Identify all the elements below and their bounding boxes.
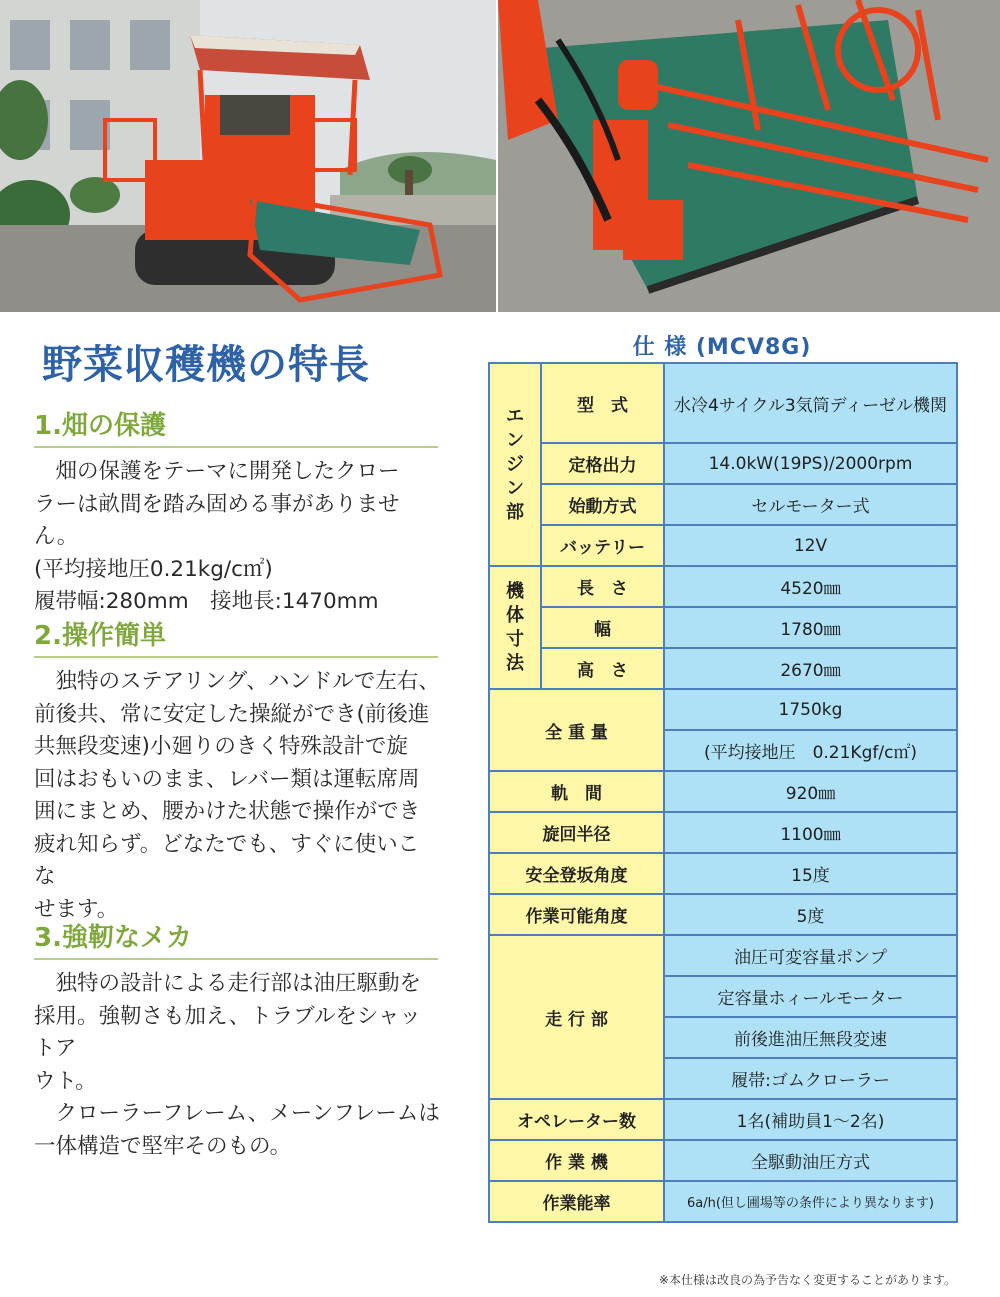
vertical-glyph: ジ <box>506 453 524 475</box>
feature-number: 1. <box>34 411 62 441</box>
feature-section-2 <box>34 615 440 926</box>
spec-label: 作 業 機 <box>489 1140 664 1181</box>
body-line: (平均接地圧0.21kg/c㎡) <box>34 556 273 582</box>
spec-label: バッテリー <box>541 525 664 566</box>
body-line: 一体構造で堅牢そのもの。 <box>34 1133 292 1159</box>
feature-section-3 <box>34 917 440 1163</box>
vertical-glyph: 機 <box>506 580 524 602</box>
body-line: 畑の保護をテーマに開発したクロー <box>55 459 400 484</box>
engine-group-label <box>489 363 541 566</box>
vertical-glyph: 体 <box>506 604 524 626</box>
spec-value: 油圧可変容量ポンプ <box>664 935 957 976</box>
vertical-glyph: ン <box>506 477 524 499</box>
table-row <box>489 853 957 894</box>
spec-label: 高 さ <box>541 648 664 689</box>
body-line: 共無段変速)小廻りのきく特殊設計で旋 <box>34 734 408 759</box>
harvester-header-photo <box>498 0 1000 312</box>
table-row <box>489 1140 957 1181</box>
spec-label: 全 重 量 <box>489 689 664 771</box>
feature-number: 3. <box>34 923 62 953</box>
spec-label: 幅 <box>541 607 664 648</box>
spec-value: 4520㎜ <box>664 566 957 607</box>
spec-value: 前後進油圧無段変速 <box>664 1017 957 1058</box>
spec-value: セルモーター式 <box>664 484 957 525</box>
table-row <box>489 1181 957 1222</box>
vertical-glyph: ン <box>506 429 524 451</box>
spec-table <box>488 362 958 1223</box>
spec-value: 6a/h(但し圃場等の条件により異なります) <box>664 1181 957 1222</box>
table-row <box>489 894 957 935</box>
body-line: 独特のステアリング、ハンドルで左右、 <box>55 669 440 694</box>
body-line: 回はおもいのまま、レバー類は運転席周 <box>34 766 420 792</box>
body-line: 履帯幅:280mm 接地長:1470mm <box>34 589 379 614</box>
feature-title: 強靭なメカ <box>61 923 192 953</box>
spec-label: オペレーター数 <box>489 1099 664 1140</box>
table-row <box>489 443 957 484</box>
vertical-glyph: 寸 <box>506 628 524 650</box>
table-row <box>489 484 957 525</box>
table-row <box>489 812 957 853</box>
table-row <box>489 566 957 607</box>
body-line: 囲にまとめ、腰かけた状態で操作ができ <box>34 799 421 824</box>
feature-title: 操作簡単 <box>61 621 166 651</box>
spec-value: 15度 <box>664 853 957 894</box>
spec-value: 履帯:ゴムクローラー <box>664 1058 957 1099</box>
spec-label: 軌 間 <box>489 771 664 812</box>
spec-value: 1750kg <box>664 689 957 730</box>
machine-photo-left <box>0 0 496 312</box>
body-line: 採用。強靭さも加え、トラブルをシャットア <box>34 1003 422 1061</box>
table-row <box>489 771 957 812</box>
feature-number: 2. <box>34 621 62 651</box>
body-group-label <box>489 566 541 689</box>
body-line: せます。 <box>34 896 119 922</box>
spec-value: (平均接地圧 0.21Kgf/c㎡) <box>664 730 957 771</box>
spec-label: 長 さ <box>541 566 664 607</box>
spec-value: 5度 <box>664 894 957 935</box>
spec-value: 12V <box>664 525 957 566</box>
feature-body-1 <box>34 456 440 619</box>
footnote: ※本仕様は改良の為予告なく変更することがあります。 <box>658 1273 956 1287</box>
table-row <box>489 525 957 566</box>
spec-value: 1780㎜ <box>664 607 957 648</box>
feature-body-2 <box>34 666 440 926</box>
feature-heading-2 <box>34 615 438 658</box>
spec-value: 定容量ホィールモーター <box>664 976 957 1017</box>
feature-body-3 <box>34 968 440 1163</box>
spec-value: 2670㎜ <box>664 648 957 689</box>
spec-value: 1100㎜ <box>664 812 957 853</box>
spec-label: 作業可能角度 <box>489 894 664 935</box>
spec-label: 型 式 <box>541 363 664 443</box>
table-row <box>489 363 957 443</box>
body-line: 疲れ知らず。どなたでも、すぐに使いこな <box>34 831 420 889</box>
body-line: 前後共、常に安定した操縦ができ(前後進 <box>34 701 430 727</box>
spec-value: 水冷4サイクル3気筒ディーゼル機関 <box>664 363 957 443</box>
table-row <box>489 607 957 648</box>
body-line: クローラーフレーム、メーンフレームは <box>55 1101 440 1126</box>
spec-label: 走 行 部 <box>489 935 664 1099</box>
spec-value: 920㎜ <box>664 771 957 812</box>
spec-label: 始動方式 <box>541 484 664 525</box>
table-row <box>489 648 957 689</box>
page-title: 野菜収穫機の特長 <box>42 342 370 388</box>
spec-value: 全駆動油圧方式 <box>664 1140 957 1181</box>
vertical-label <box>506 580 524 676</box>
spec-label: 旋回半径 <box>489 812 664 853</box>
body-line: 独特の設計による走行部は油圧駆動を <box>55 971 422 996</box>
vertical-label <box>506 405 524 525</box>
body-line: ウト。 <box>34 1068 97 1094</box>
table-row <box>489 935 957 976</box>
spec-label: 安全登坂角度 <box>489 853 664 894</box>
body-line: ラーは畝間を踏み固める事がありません。 <box>34 491 400 549</box>
feature-section-1 <box>34 405 440 619</box>
vertical-glyph: 法 <box>506 652 524 674</box>
spec-label: 作業能率 <box>489 1181 664 1222</box>
spec-value: 14.0kW(19PS)/2000rpm <box>664 443 957 484</box>
table-row <box>489 1099 957 1140</box>
spec-title: 仕 様 (MCV8G) <box>632 335 812 360</box>
feature-heading-3 <box>34 917 438 960</box>
vertical-glyph: エ <box>506 405 524 427</box>
spec-value: 1名(補助員1～2名) <box>664 1099 957 1140</box>
table-row <box>489 689 957 730</box>
feature-title: 畑の保護 <box>61 411 166 441</box>
spec-label: 定格出力 <box>541 443 664 484</box>
vertical-glyph: 部 <box>506 501 524 523</box>
feature-heading-1 <box>34 405 438 448</box>
